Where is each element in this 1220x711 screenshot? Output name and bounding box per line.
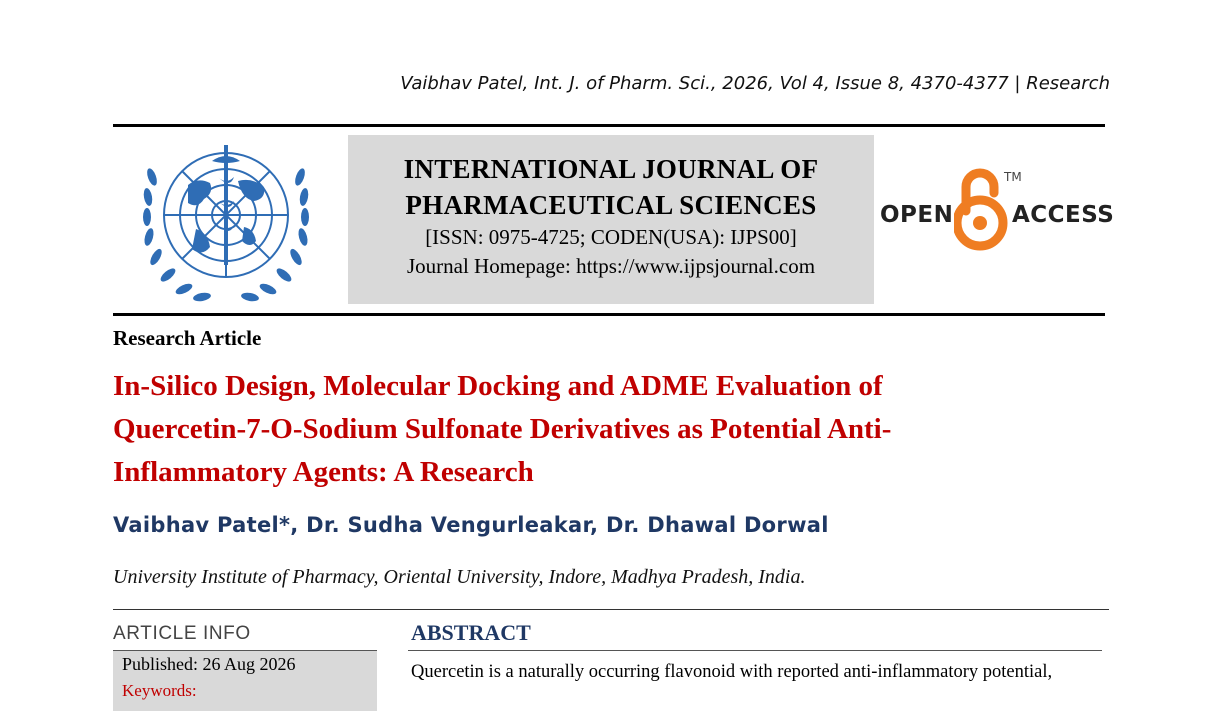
article-type: Research Article <box>113 326 262 350</box>
journal-name-line2: PHARMACEUTICAL SCIENCES <box>405 190 817 220</box>
journal-homepage[interactable]: Journal Homepage: https://www.ijpsjournal.com <box>406 254 816 278</box>
article-info-heading: ARTICLE INFO <box>113 623 251 644</box>
section-divider <box>113 609 1109 610</box>
abstract-text: Quercetin is a naturally occurring flavonoid with reported anti-inflammatory potential, <box>411 662 1053 682</box>
author-list: Vaibhav Patel*, Dr. Sudha Vengurleakar, Dr. Dhawal Dorwal <box>113 513 829 537</box>
journal-issn: [ISSN: 0975-4725; CODEN(USA): IJPS00] <box>425 225 797 249</box>
open-access-access-text: ACCESS <box>1012 202 1115 228</box>
affiliation: University Institute of Pharmacy, Oriental University, Indore, Madhya Pradesh, India. <box>113 566 806 588</box>
header-top-rule <box>113 124 1105 127</box>
abstract-heading: ABSTRACT <box>411 620 531 645</box>
journal-emblem-logo <box>126 137 326 307</box>
abstract-rule <box>408 650 1102 651</box>
open-access-logo <box>880 165 1115 255</box>
journal-masthead <box>348 135 874 304</box>
open-access-open-text: OPEN <box>880 202 954 228</box>
running-head: Vaibhav Patel, Int. J. of Pharm. Sci., 2026, Vol 4, Issue 8, 4370-4377 | Research <box>400 73 1110 94</box>
keywords-label: Keywords: <box>122 681 197 700</box>
article-title: In-Silico Design, Molecular Docking and ADME Evaluation of Quercetin-7-O-Sodium Sulfonate Derivatives as Potential Anti-Inflammatory Agents: A Research <box>113 370 892 488</box>
header-bottom-rule <box>113 313 1105 316</box>
open-access-tm: TM <box>1004 170 1022 184</box>
open-lock-icon <box>954 165 1010 253</box>
journal-name-line1: INTERNATIONAL JOURNAL OF <box>403 154 819 184</box>
published-date: Published: 26 Aug 2026 <box>122 654 296 674</box>
